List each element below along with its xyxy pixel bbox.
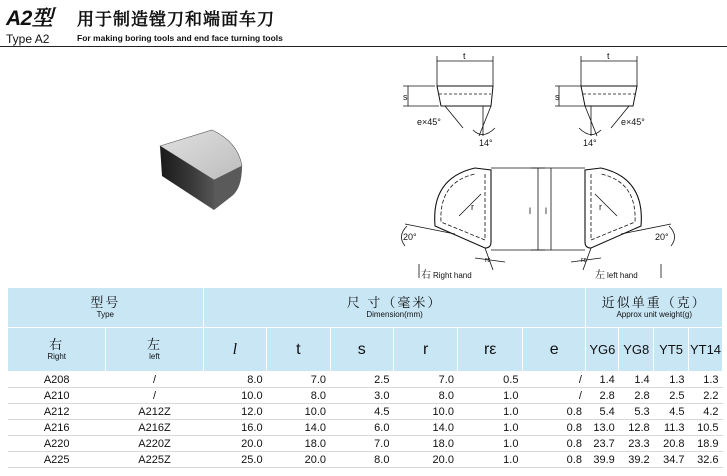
group-header-type: 型号 Type [8,288,204,328]
col-header-e: e [522,328,586,372]
dim-re-right: rε [485,257,491,264]
cell-t: 14.0 [267,420,330,436]
type-label: Type A2 [6,32,50,46]
cell-e: / [522,388,586,404]
group-header-weight: 近似单重（克） Approx unit weight(g) [586,288,723,328]
dim-re-left: rε [581,257,587,264]
cell-e: 0.8 [522,420,586,436]
cell-re: 1.0 [458,452,523,468]
cell-left: A225Z [106,452,203,468]
header-divider [0,46,727,47]
cell-yg6: 23.7 [586,436,619,452]
dim-r-right: r [471,202,474,212]
angle-20-left: 20° [655,232,669,242]
cell-r: 10.0 [393,404,458,420]
table-group-header-row [8,288,723,328]
col-header-yg6: YG6 [586,328,619,372]
cell-l: 25.0 [203,452,266,468]
cell-yt5: 2.5 [654,388,689,404]
cell-yg8: 12.8 [619,420,654,436]
cell-s: 4.5 [330,404,393,420]
cell-left: A212Z [106,404,203,420]
cell-yt14: 32.6 [689,452,723,468]
dim-t-left: t [607,51,610,61]
cell-e: 0.8 [522,436,586,452]
cell-yg6: 1.4 [586,372,619,388]
col-header-r: r [393,328,458,372]
cell-r: 7.0 [393,372,458,388]
technical-drawing [395,48,685,285]
cell-r: 14.0 [393,420,458,436]
insert-3d-illustration [150,118,260,218]
cell-left: A216Z [106,420,203,436]
dim-t-right: t [463,51,466,61]
dim-r-left: r [599,202,602,212]
cell-yt5: 4.5 [654,404,689,420]
cell-re: 1.0 [458,420,523,436]
cell-e: / [522,372,586,388]
cell-yg6: 5.4 [586,404,619,420]
cell-right: A216 [8,420,106,436]
cell-l: 12.0 [203,404,266,420]
cell-s: 6.0 [330,420,393,436]
angle-14-right: 14° [479,138,493,148]
title-chinese: 用于制造镗刀和端面车刀 [77,10,275,29]
cell-right: A210 [8,388,106,404]
col-header-yt5: YT5 [654,328,689,372]
left-hand-cn: 左 [595,270,605,281]
cell-yt5: 1.3 [654,372,689,388]
table-column-header-row [8,328,723,372]
cell-l: 10.0 [203,388,266,404]
cell-re: 1.0 [458,388,523,404]
cell-re: 1.0 [458,404,523,420]
angle-20-right: 20° [403,232,417,242]
cell-yg6: 2.8 [586,388,619,404]
cell-re: 0.5 [458,372,523,388]
cell-yg8: 2.8 [619,388,654,404]
cell-s: 3.0 [330,388,393,404]
dim-e-left: e×45° [621,117,645,127]
cell-yg8: 1.4 [619,372,654,388]
col-header-right: 右 Right [8,328,106,372]
cell-re: 1.0 [458,436,523,452]
cell-yg8: 39.2 [619,452,654,468]
cell-left: A220Z [106,436,203,452]
cell-t: 8.0 [267,388,330,404]
table-row [8,372,723,388]
cell-right: A208 [8,372,106,388]
cell-left: / [106,372,203,388]
dim-l-left: l [545,206,547,216]
cell-yg6: 39.9 [586,452,619,468]
cell-yg6: 13.0 [586,420,619,436]
cell-yg8: 5.3 [619,404,654,420]
cell-s: 7.0 [330,436,393,452]
cell-yt5: 34.7 [654,452,689,468]
cell-yt5: 20.8 [654,436,689,452]
cell-right: A225 [8,452,106,468]
cell-t: 7.0 [267,372,330,388]
cell-yt5: 11.3 [654,420,689,436]
col-header-t: t [267,328,330,372]
left-hand-en: left hand [607,271,638,280]
cell-s: 8.0 [330,452,393,468]
col-header-s: s [330,328,393,372]
cell-left: / [106,388,203,404]
table-row [8,404,723,420]
cell-t: 10.0 [267,404,330,420]
dim-e-right: e×45° [417,117,441,127]
table-row [8,388,723,404]
title-english: For making boring tools and end face turning tools [77,33,283,43]
table-row [8,452,723,468]
cell-yt14: 1.3 [689,372,723,388]
cell-e: 0.8 [522,404,586,420]
dim-s-right: s [403,92,408,102]
cell-e: 0.8 [522,452,586,468]
col-header-left: 左 left [106,328,203,372]
col-header-yg8: YG8 [619,328,654,372]
cell-yg8: 23.3 [619,436,654,452]
cell-right: A220 [8,436,106,452]
cell-l: 8.0 [203,372,266,388]
cell-s: 2.5 [330,372,393,388]
table-row [8,420,723,436]
col-header-re: rε [458,328,523,372]
table-body [8,372,723,468]
group-header-dimension: 尺 寸（毫米） Dimension(mm) [203,288,586,328]
dim-l-right: l [529,206,531,216]
col-header-yt14: YT14 [689,328,723,372]
table-row [8,436,723,452]
spec-table [7,287,723,468]
cell-l: 20.0 [203,436,266,452]
dim-s-left: s [555,92,560,102]
cell-right: A212 [8,404,106,420]
cell-yt14: 18.9 [689,436,723,452]
cell-t: 18.0 [267,436,330,452]
cell-yt14: 4.2 [689,404,723,420]
right-hand-en: Right hand [433,271,472,280]
cell-r: 18.0 [393,436,458,452]
cell-yt14: 10.5 [689,420,723,436]
angle-14-left: 14° [583,138,597,148]
cell-yt14: 2.2 [689,388,723,404]
cell-l: 16.0 [203,420,266,436]
cell-r: 20.0 [393,452,458,468]
col-header-l: l [203,328,266,372]
cell-r: 8.0 [393,388,458,404]
cell-t: 20.0 [267,452,330,468]
right-hand-cn: 右 [421,270,431,281]
type-code-title: A2型 [6,7,53,30]
